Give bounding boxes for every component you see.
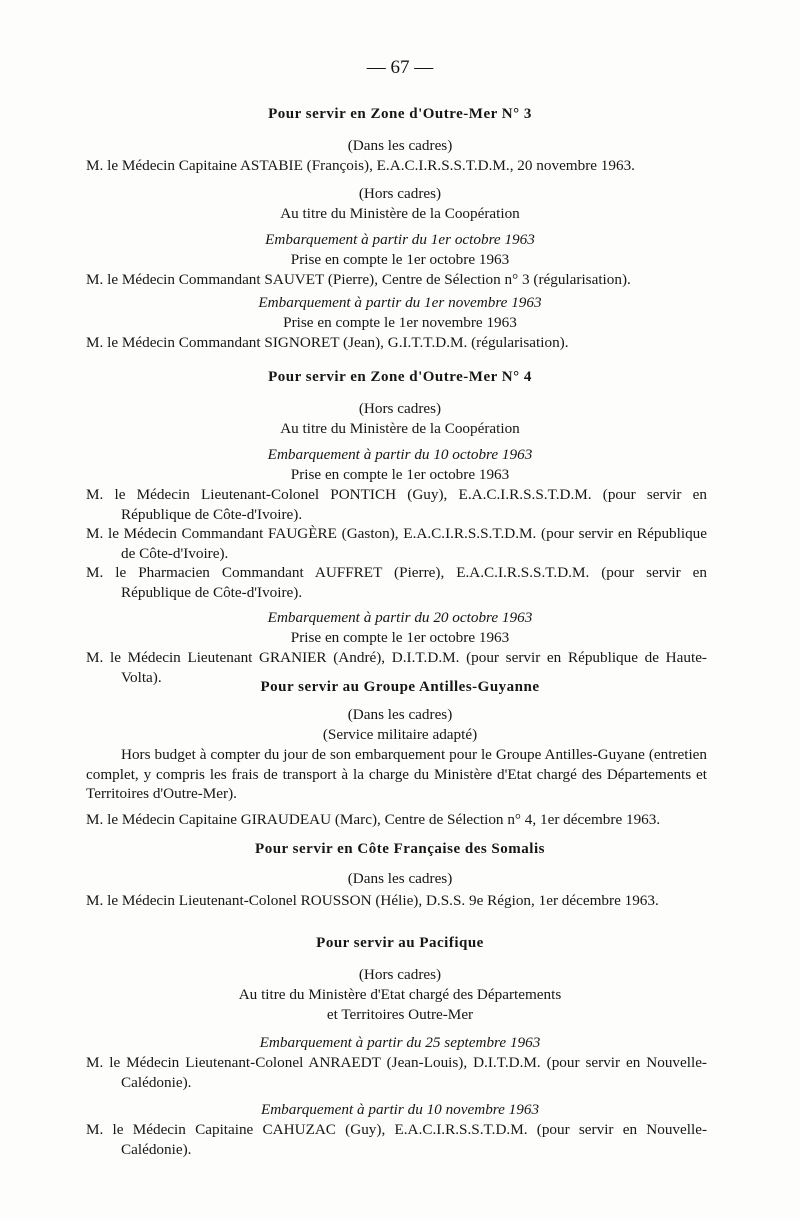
appointment-entry: M. le Médecin Commandant FAUGÈRE (Gaston), E.A.C.I.R.S.S.T.D.M. (pour servir en République de Côte-d'Ivoire). <box>86 525 707 562</box>
appointment-entry: M. le Médecin Capitaine GIRAUDEAU (Marc), Centre de Sélection n° 4, 1er décembre 1963. <box>86 810 661 828</box>
appointment-entry: M. le Médecin Commandant SIGNORET (Jean), G.I.T.T.D.M. (régularisation). <box>86 334 569 351</box>
budget-paragraph: Hors budget à compter du jour de son embarquement pour le Groupe Antilles-Guyane (entretien complet, y compris les frais de transport à la charge du Ministère d'Etat chargé des Départements et Territoires d'Outre-Mer). <box>86 746 707 802</box>
status-line: (Dans les cadres) <box>347 137 453 154</box>
status-line: (Hors cadres) <box>358 966 442 983</box>
section-zom-4 <box>0 367 800 687</box>
section-heading: Pour servir en Zone d'Outre-Mer N° 4 <box>268 369 532 385</box>
section-heading: Pour servir en Côte Française des Somalis <box>255 841 545 857</box>
section-somalis <box>0 839 800 911</box>
accounting-line: Prise en compte le 1er novembre 1963 <box>283 314 517 331</box>
embarkation-line: Embarquement à partir du 1er octobre 1963 <box>265 230 535 248</box>
ministry-line: et Territoires Outre-Mer <box>326 1006 474 1023</box>
ministry-line: Au titre du Ministère d'Etat chargé des Départements <box>238 986 562 1003</box>
section-heading: Pour servir au Groupe Antilles-Guyanne <box>260 679 540 695</box>
appointment-entry: M. le Médecin Lieutenant GRANIER (André), D.I.T.D.M. (pour servir en République de Haute-Volta). <box>86 649 707 686</box>
ministry-line: Au titre du Ministère de la Coopération <box>280 204 520 222</box>
ministry-line: Au titre du Ministère de la Coopération <box>280 420 520 437</box>
status-line: (Hors cadres) <box>358 400 442 417</box>
accounting-line: Prise en compte le 1er octobre 1963 <box>290 466 510 483</box>
status-line: (Hors cadres) <box>358 184 442 202</box>
appointment-entry: M. le Médecin Capitaine ASTABIE (François), E.A.C.I.R.S.S.T.D.M., 20 novembre 1963. <box>86 157 635 174</box>
appointment-entry: M. le Médecin Lieutenant-Colonel PONTICH (Guy), E.A.C.I.R.S.S.T.D.M. (pour servir en République de Côte-d'Ivoire). <box>86 486 707 523</box>
embarkation-line: Embarquement à partir du 25 septembre 1963 <box>259 1034 541 1051</box>
section-heading: Pour servir au Pacifique <box>316 935 484 951</box>
embarkation-line: Embarquement à partir du 10 octobre 1963 <box>267 446 533 463</box>
accounting-line: Prise en compte le 1er octobre 1963 <box>290 250 510 268</box>
appointment-entry: M. le Médecin Commandant SAUVET (Pierre), Centre de Sélection n° 3 (régularisation). <box>86 270 631 288</box>
service-line: (Service militaire adapté) <box>322 726 478 743</box>
section-pacifique <box>0 933 800 1159</box>
status-line: (Dans les cadres) <box>347 706 453 723</box>
section-antilles-guyanne <box>0 677 800 829</box>
embarkation-line: Embarquement à partir du 20 octobre 1963 <box>267 609 533 626</box>
accounting-line: Prise en compte le 1er octobre 1963 <box>290 629 510 646</box>
section-zom-3 <box>0 104 800 353</box>
appointment-entry: M. le Médecin Capitaine CAHUZAC (Guy), E.A.C.I.R.S.S.T.D.M. (pour servir en Nouvelle-Calédonie). <box>86 1121 707 1158</box>
page-number: — 67 — <box>366 57 434 78</box>
section-heading: Pour servir en Zone d'Outre-Mer N° 3 <box>268 106 532 122</box>
appointment-entry: M. le Médecin Lieutenant-Colonel ANRAEDT (Jean-Louis), D.I.T.D.M. (pour servir en Nouvelle-Calédonie). <box>86 1054 707 1091</box>
embarkation-line: Embarquement à partir du 1er novembre 1963 <box>258 294 542 311</box>
appointment-entry: M. le Médecin Lieutenant-Colonel ROUSSON (Hélie), D.S.S. 9e Région, 1er décembre 1963. <box>86 892 659 909</box>
appointment-entry: M. le Pharmacien Commandant AUFFRET (Pierre), E.A.C.I.R.S.S.T.D.M. (pour servir en République de Côte-d'Ivoire). <box>86 564 707 601</box>
embarkation-line: Embarquement à partir du 10 novembre 1963 <box>260 1101 540 1118</box>
status-line: (Dans les cadres) <box>347 870 453 887</box>
